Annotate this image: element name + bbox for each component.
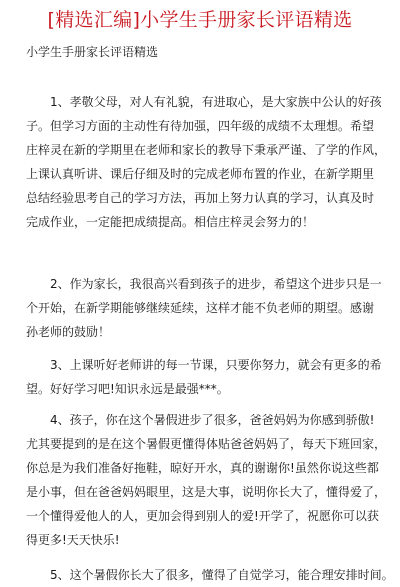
text-line: 是小事，但在爸爸妈妈眼里，这是大事，说明你长大了，懂得爱了， bbox=[26, 485, 387, 499]
document-title: [精选汇编]小学生手册家长评语精选 bbox=[47, 9, 353, 31]
text-line: 完成作业，一定能把成绩提高。相信庄梓灵会努力的！ bbox=[26, 215, 315, 229]
text-line: 子。但学习方面的主动性有待加强，四年级的成绩不太理想。希望 bbox=[26, 119, 375, 133]
document-subtitle: 小学生手册家长评语精选 bbox=[26, 45, 159, 59]
comment-paragraph-3 bbox=[26, 353, 394, 401]
text-line: 5、这个暑假你长大了很多，懂得了自觉学习，能合理安排时间。 bbox=[50, 568, 394, 582]
text-line: 得更多!天天快乐! bbox=[26, 533, 120, 547]
text-line: 个开始，在新学期能够继续延续，这样才能不负老师的期望。感谢 bbox=[26, 301, 375, 315]
text-line: 4、孩子，你在这个暑假进步了很多，爸爸妈妈为你感到骄傲! bbox=[50, 413, 375, 427]
comment-paragraph-1 bbox=[26, 90, 394, 234]
text-line: 你总是为我们准备好拖鞋，晾好开水，真的谢谢你!虽然你说这些都 bbox=[26, 461, 379, 475]
text-line: 一个懂得爱他人的人，更加会得到别人的爱!开学了，祝愿你可以获 bbox=[26, 509, 379, 523]
comment-paragraph-4 bbox=[26, 408, 394, 552]
text-line: 尤其要提到的是在这个暑假更懂得体贴爸爸妈妈了，每天下班回家， bbox=[26, 437, 387, 451]
comment-paragraph-2 bbox=[26, 272, 394, 344]
text-line: 3、上课听好老师讲的每一节课，只要你努力，就会有更多的希 bbox=[50, 358, 382, 372]
text-line: 庄梓灵在新的学期里在老师和家长的教导下秉承严谨、了学的作风， bbox=[26, 143, 387, 157]
text-line: 总结经验思考自己的学习方法，再加上努力认真的学习，认真及时 bbox=[26, 191, 375, 205]
text-line: 2、作为家长，我很高兴看到孩子的进步，希望这个进步只是一 bbox=[50, 277, 382, 291]
text-line: 孙老师的鼓励！ bbox=[26, 325, 111, 339]
text-line: 望。好好学习吧!知识永远是最强***。 bbox=[26, 382, 229, 396]
text-line: 1、孝敬父母，对人有礼貌，有进取心，是大家族中公认的好孩 bbox=[50, 95, 382, 109]
text-line: 上课认真听讲、课后仔细及时的完成老师布置的作业，在新学期里 bbox=[26, 167, 375, 181]
comment-paragraph-5 bbox=[26, 563, 394, 587]
